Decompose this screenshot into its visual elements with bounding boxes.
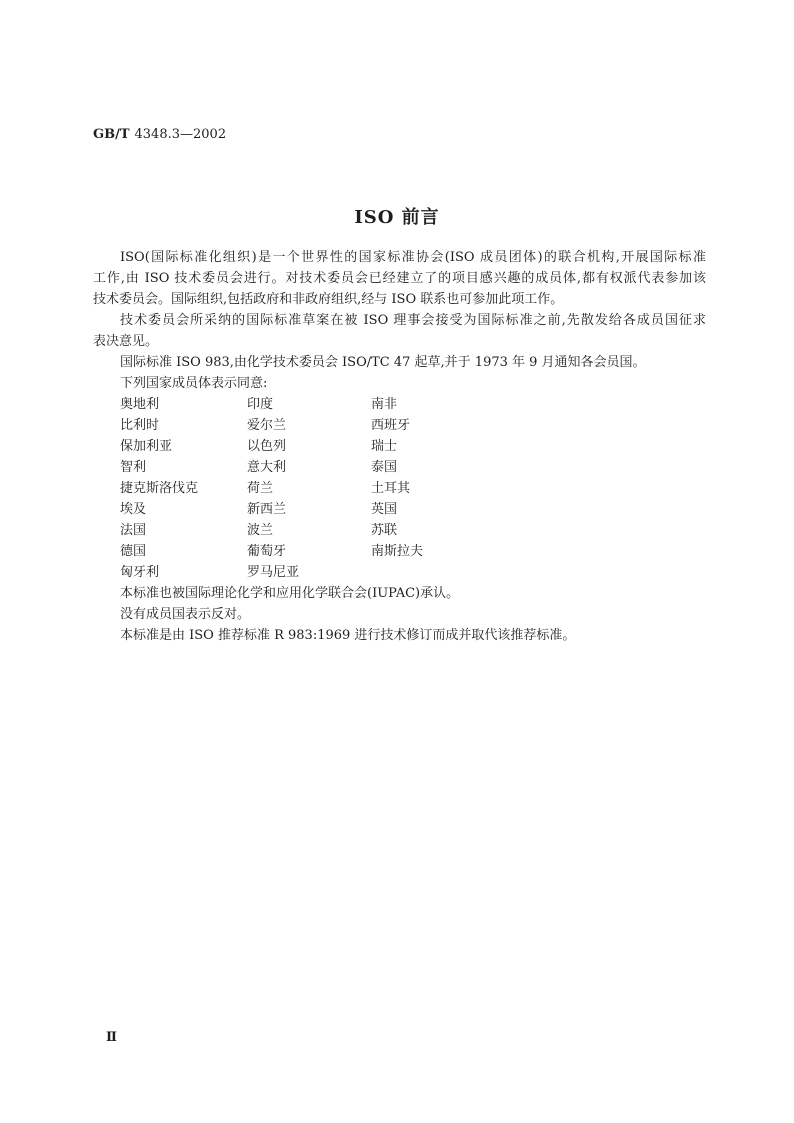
page-number: Ⅱ [106, 1030, 117, 1045]
country-row [93, 541, 706, 562]
closing-statements [93, 583, 706, 646]
country-name: 瑞士 [371, 439, 398, 454]
country-name: 保加利亚 [120, 439, 173, 454]
country-name: 德国 [120, 544, 147, 559]
paragraph-line: 技术委员会。国际组织,包括政府和非政府组织,经与 ISO 联系也可参加此项工作。 [93, 292, 564, 307]
standard-code-header [93, 126, 226, 144]
country-name: 罗马尼亚 [247, 565, 300, 580]
country-name: 爱尔兰 [247, 418, 287, 433]
paragraph-draft-voting [93, 310, 706, 352]
foreword-body [93, 247, 706, 646]
paragraph-line: 工作,由 ISO 技术委员会进行。对技术委员会已经建立了的项目感兴趣的成员体,都有权派代表参加该 [93, 271, 706, 286]
closing-line-no-objection: 没有成员国表示反对。 [120, 607, 251, 622]
paragraph-iso-983 [93, 352, 706, 373]
country-name: 英国 [371, 502, 398, 517]
paragraph-line: 表决意见。 [93, 334, 159, 349]
page-title: ISO 前言 [354, 207, 440, 228]
country-row [93, 478, 706, 499]
country-row [93, 394, 706, 415]
country-row [93, 520, 706, 541]
country-name: 新西兰 [247, 502, 287, 517]
paragraph-iso-intro [93, 247, 706, 310]
country-row [93, 415, 706, 436]
country-name [371, 562, 706, 583]
paragraph-line: 技术委员会所采纳的国际标准草案在被 ISO 理事会接受为国际标准之前,先散发给各成员国征求 [120, 313, 706, 328]
country-name: 土耳其 [371, 481, 411, 496]
closing-line-revision: 本标准是由 ISO 推荐标准 R 983:1969 进行技术修订而成并取代该推荐标准。 [120, 628, 576, 643]
standard-code-number: 4348.3—2002 [134, 127, 227, 142]
country-list [93, 394, 706, 583]
country-name: 荷兰 [247, 481, 274, 496]
paragraph-line: 国际标准 ISO 983,由化学技术委员会 ISO/TC 47 起草,并于 1973 年 9 月通知各会员国。 [120, 355, 646, 370]
country-name: 法国 [120, 523, 147, 538]
country-row [93, 436, 706, 457]
country-name: 葡萄牙 [247, 544, 287, 559]
country-name: 苏联 [371, 523, 398, 538]
country-name: 西班牙 [371, 418, 411, 433]
country-name: 泰国 [371, 460, 398, 475]
country-name: 印度 [247, 397, 274, 412]
country-row [93, 457, 706, 478]
country-name: 捷克斯洛伐克 [120, 481, 199, 496]
country-name: 以色列 [247, 439, 287, 454]
closing-line-iupac: 本标准也被国际理论化学和应用化学联合会(IUPAC)承认。 [120, 586, 460, 601]
country-name: 智利 [120, 460, 147, 475]
country-name: 匈牙利 [120, 565, 160, 580]
country-name: 波兰 [247, 523, 274, 538]
country-name: 意大利 [247, 460, 287, 475]
country-name: 埃及 [120, 502, 147, 517]
country-name: 比利时 [120, 418, 160, 433]
paragraph-approval-intro [93, 373, 706, 394]
paragraph-line: 下列国家成员体表示同意: [120, 376, 268, 391]
country-row [93, 562, 706, 583]
country-name: 奥地利 [120, 397, 160, 412]
paragraph-line: ISO(国际标准化组织)是一个世界性的国家标准协会(ISO 成员团体)的联合机构,开展国际标准 [120, 250, 706, 265]
country-name: 南非 [371, 397, 398, 412]
country-row [93, 499, 706, 520]
country-name: 南斯拉夫 [371, 544, 424, 559]
standard-code-prefix: GB/T [93, 127, 130, 142]
